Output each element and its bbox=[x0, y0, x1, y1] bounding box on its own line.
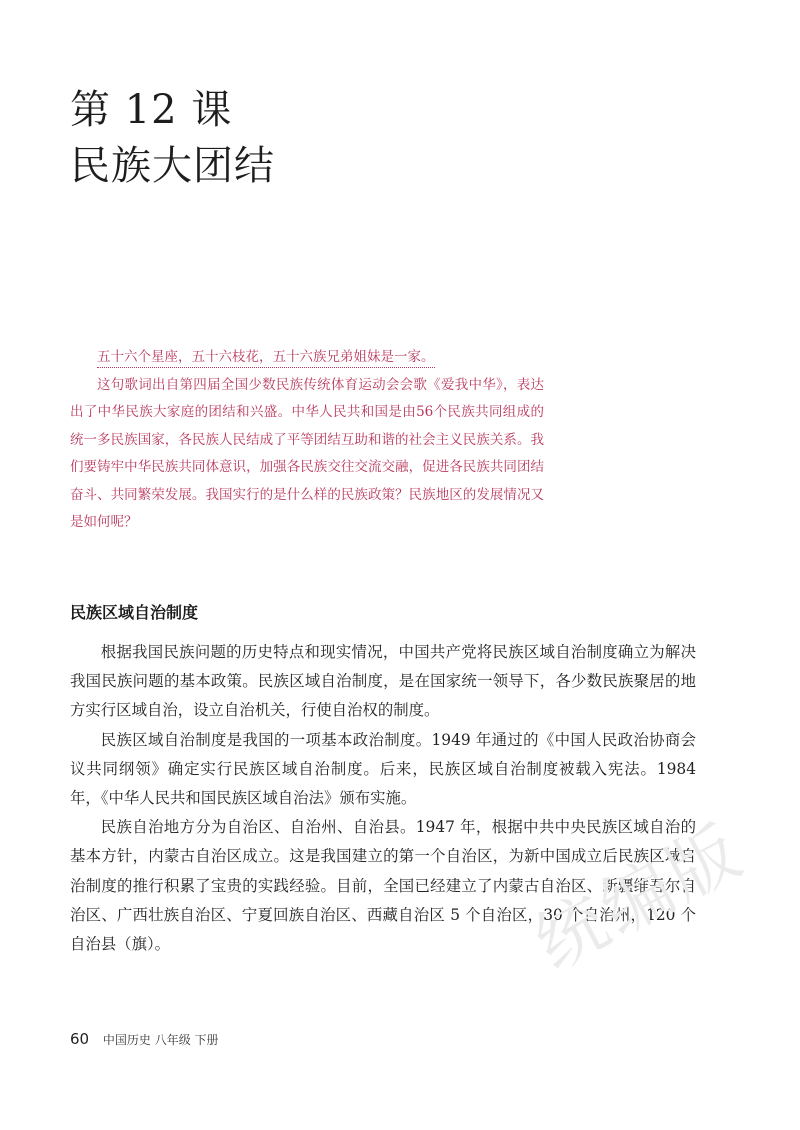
lesson-title bbox=[70, 82, 275, 194]
intro-paragraph: 这句歌词出自第四届全国少数民族传统体育运动会会歌《爱我中华》，表达出了中华民族大家庭的团结和兴盛。中华人民共和国是由56个民族共同组成的统一多民族国家，各民族人民结成了平等团结互助和谐的社会主义民族关系。我们要铸牢中华民族共同体意识，加强各民族交往交流交融，促进各民族共同团结奋斗、共同繁荣发展。我国实行的是什么样的民族政策？民族地区的发展情况又是如何呢？ bbox=[70, 376, 544, 530]
book-title: 中国历史 八年级 下册 bbox=[102, 1033, 219, 1047]
section-body bbox=[70, 638, 696, 959]
lesson-number: 第 12 课 bbox=[70, 87, 233, 133]
watermark: 统编版 bbox=[522, 809, 757, 986]
intro-block bbox=[70, 344, 544, 537]
section-heading: 民族区域自治制度 bbox=[70, 603, 199, 622]
page-footer bbox=[70, 1030, 219, 1048]
body-paragraph: 民族自治地方分为自治区、自治州、自治县。1947 年，根据中共中央民族区域自治的基本方针，内蒙古自治区成立。这是我国建立的第一个自治区，为新中国成立后民族区域自治制度的推行积累了宝贵的实践经验。目前，全国已经建立了内蒙古自治区、新疆维吾尔自治区、广西壮族自治区、宁夏回族自治区、西藏自治区 5 个自治区，30 个自治州，120 个自治县（旗）。 bbox=[70, 818, 696, 954]
body-paragraph: 根据我国民族问题的历史特点和现实情况，中国共产党将民族区域自治制度确立为解决我国民族问题的基本政策。民族区域自治制度，是在国家统一领导下，各少数民族聚居的地方实行区域自治，设立自治机关，行使自治权的制度。 bbox=[70, 643, 696, 720]
body-paragraph: 民族区域自治制度是我国的一项基本政治制度。1949 年通过的《中国人民政治协商会议共同纲领》确定实行民族区域自治制度。后来，民族区域自治制度被载入宪法。1984 年，《中华人民共和国民族区域自治法》颁布实施。 bbox=[70, 730, 696, 808]
intro-lyric: 五十六个星座，五十六枝花，五十六族兄弟姐妹是一家。 bbox=[97, 349, 435, 368]
page-number: 60 bbox=[70, 1030, 90, 1048]
lesson-name: 民族大团结 bbox=[70, 143, 275, 189]
